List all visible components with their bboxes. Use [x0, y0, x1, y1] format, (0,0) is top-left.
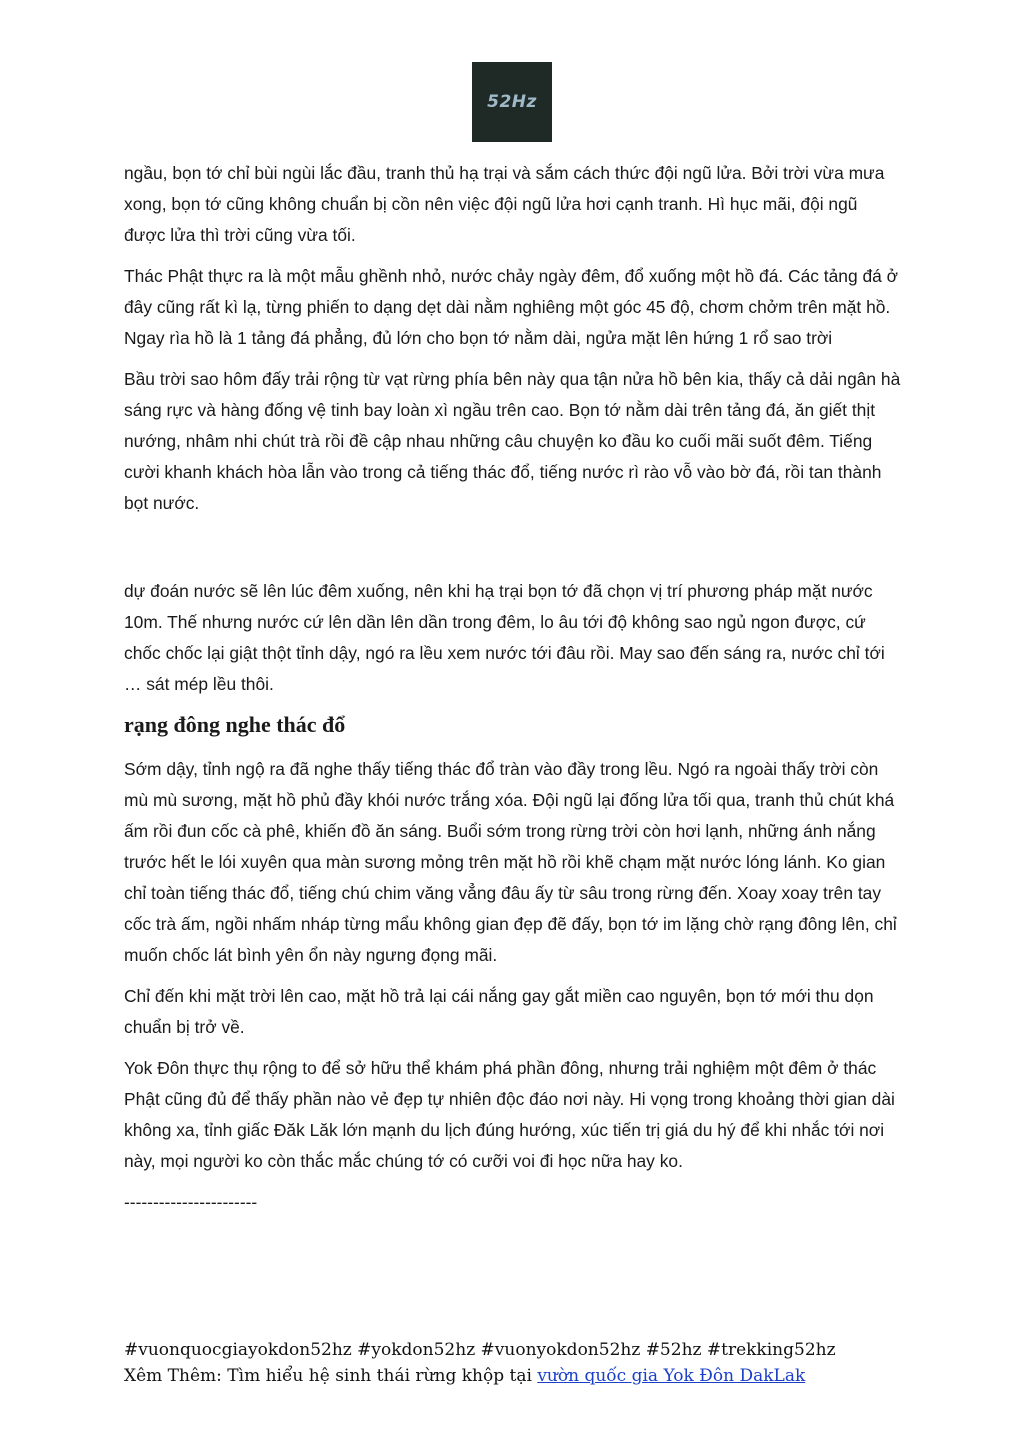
hashtags: #vuonquocgiayokdon52hz #yokdon52hz #vuonyokdon52hz #52hz #trekking52hz: [124, 1340, 836, 1360]
paragraph: Bầu trời sao hôm đấy trải rộng từ vạt rừng phía bên này qua tận nửa hồ bên kia, thấy cả dải ngân hà sáng rực và hàng đống vệ tinh bay loàn xì ngầu trên cao. Bọn tớ nằm dài trên tảng đá, ăn giết thịt nướng, nhâm nhi chút trà rồi đề cập nhau những câu chuyện ko đầu ko cuối mãi suốt đêm. Tiếng cười khanh khách hòa lẫn vào trong cả tiếng thác đổ, tiếng nước rì rào vỗ vào bờ đá, rồi tan thành bọt nước.: [124, 369, 901, 513]
paragraph: Chỉ đến khi mặt trời lên cao, mặt hồ trả lại cái nắng gay gắt miền cao nguyên, bọn tớ mới thu dọn chuẩn bị trở về.: [124, 986, 874, 1037]
paragraph: ngầu, bọn tớ chỉ bùi ngùi lắc đầu, tranh thủ hạ trại và sắm cách thức đội ngũ lửa. Bởi trời vừa mưa xong, bọn tớ cũng không chuẩn bị cồn nên việc đội ngũ lửa hơi cạnh tranh. Hì hục mãi, đội ngũ được lửa thì trời cũng vừa tối.: [124, 163, 885, 245]
paragraph: Yok Đôn thực thụ rộng to để sở hữu thể khám phá phần đông, nhưng trải nghiệm một đêm ở thác Phật cũng đủ để thấy phần nào vẻ đẹp tự nhiên độc đáo nơi này. Hi vọng trong khoảng thời gian dài không xa, tỉnh giấc Đăk Lăk lớn mạnh du lịch đúng hướng, xúc tiến trị giá du hý để khi nhắc tới nơi này, mọi người ko còn thắc mắc chúng tớ có cưỡi voi đi học nữa hay ko.: [124, 1058, 895, 1171]
page-footer: [124, 1337, 984, 1389]
paragraph: Sớm dậy, tỉnh ngộ ra đã nghe thấy tiếng thác đổ tràn vào đầy trong lều. Ngó ra ngoài thấy trời còn mù mù sương, mặt hồ phủ đầy khói nước trắng xóa. Đội ngũ lại đống lửa tối qua, tranh thủ chút khá ấm rồi đun cốc cà phê, khiến đồ ăn sáng. Buổi sớm trong rừng trời còn hơi lạnh, những ánh nắng trước hết le lói xuyên qua màn sương mỏng trên mặt hồ rồi khẽ chạm mặt nước lóng lánh. Ko gian chỉ toàn tiếng thác đổ, tiếng chú chim văng vẳng đâu ấy từ sâu trong rừng đến. Xoay xoay trên tay cốc trà ấm, ngồi nhấm nháp từng mẩu không gian đẹp đẽ đấy, bọn tớ im lặng chờ rạng đông lên, chỉ muốn chốc lát bình yên ổn này ngưng đọng mãi.: [124, 759, 897, 965]
yok-don-link[interactable]: vườn quốc gia Yok Đôn DakLak: [537, 1366, 806, 1386]
see-more-prefix: Xêm Thêm: Tìm hiểu hệ sinh thái rừng khộp tại: [124, 1366, 538, 1386]
site-logo: [472, 62, 552, 142]
divider-line: -----------------------: [124, 1192, 258, 1212]
paragraph: dự đoán nước sẽ lên lúc đêm xuống, nên khi hạ trại bọn tớ đã chọn vị trí phương pháp mặt nước 10m. Thế nhưng nước cứ lên dần lên dần trong đêm, lo âu tới độ không sao ngủ ngon được, cứ chốc chốc lại giật thột tỉnh dậy, ngó ra lều xem nước tới đâu rồi. May sao đến sáng ra, nước chỉ tới … sát mép lều thôi.: [124, 581, 885, 694]
section-heading: rạng đông nghe thác đổ: [124, 712, 346, 737]
paragraph: Thác Phật thực ra là một mẫu ghềnh nhỏ, nước chảy ngày đêm, đổ xuống một hồ đá. Các tảng đá ở đây cũng rất kì lạ, từng phiến to dạng dẹt dài nằm nghiêng một góc 45 độ, chơm chởm trên mặt hồ. Ngay rìa hồ là 1 tảng đá phẳng, đủ lớn cho bọn tớ nằm dài, ngửa mặt lên hứng 1 rổ sao trời: [124, 266, 899, 348]
logo-text: 52Hz: [487, 92, 537, 112]
article-body: [124, 158, 902, 1228]
see-more-line: [124, 1363, 984, 1389]
paragraph-gap: [124, 529, 902, 576]
